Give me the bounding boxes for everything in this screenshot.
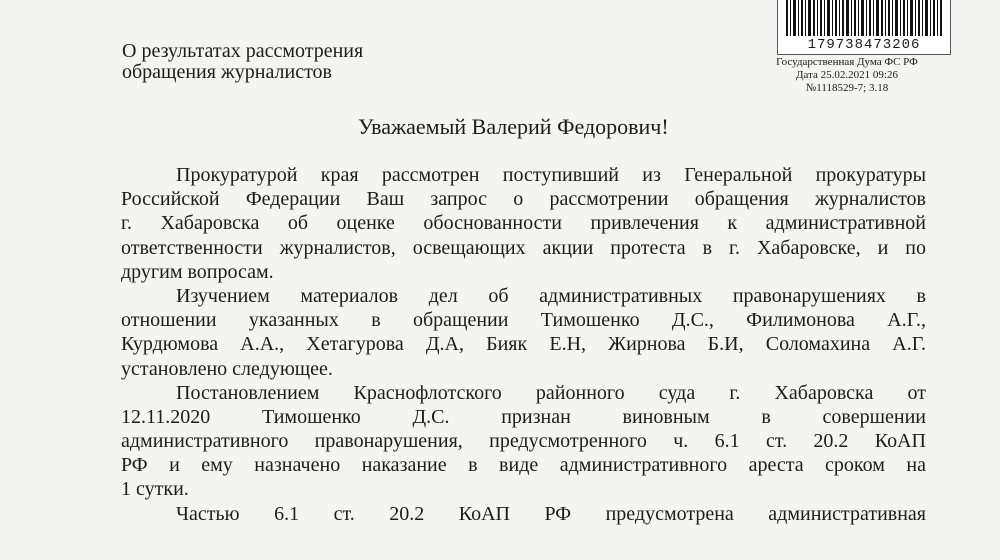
barcode-icon: [786, 0, 942, 36]
paragraph-1-line-3: г. Хабаровска об оценке обоснованности привлечения к административной: [121, 212, 926, 235]
letter-subject: [122, 41, 363, 83]
stamp-number: №1118529-7; 3.18: [805, 82, 889, 94]
stamp-date: Дата 25.02.2021 09:26: [796, 69, 898, 81]
paragraph-3-line-3: административного правонарушения, предусмотренного ч. 6.1 ст. 20.2 КоАП: [121, 430, 926, 453]
paragraph-3-line-5: 1 сутки.: [121, 478, 189, 501]
subject-line-1: О результатах рассмотрения: [122, 40, 364, 62]
paragraph-2-line-4: установлено следующее.: [121, 357, 333, 380]
paragraph-1-line-1: Прокуратурой края рассмотрен поступивший из Генеральной прокуратуры: [176, 164, 926, 186]
paragraph-2-line-2: отношении указанных в обращении Тимошенко Д.С., Филимонова А.Г.,: [121, 309, 926, 332]
paragraph-2-line-3: Курдюмова А.А., Хетагурова Д.А, Бияк Е.Н, Жирнова Б.И, Соломахина А.Г.: [121, 333, 926, 356]
letter-body: [121, 163, 926, 526]
paragraph-1-line-2: Российской Федерации Ваш запрос о рассмотрении обращения журналистов: [121, 188, 926, 211]
registration-stamp: [744, 0, 950, 104]
greeting: Уважаемый Валерий Федорович!: [358, 114, 669, 139]
paragraph-3-line-1: Постановлением Краснофлотского районного суда г. Хабаровска от: [176, 381, 926, 404]
subject-line-2: обращения журналистов: [122, 61, 332, 83]
stamp-details: [744, 56, 950, 95]
paragraph-1-line-4: ответственности журналистов, освещающих акции протеста в г. Хабаровске, и по: [121, 236, 926, 259]
stamp-organization: Государственная Дума ФС РФ: [776, 56, 918, 68]
paragraph-1-line-5: другим вопросам.: [121, 260, 274, 283]
barcode-number: 179738473206: [807, 37, 921, 53]
paragraph-3-line-2: 12.11.2020 Тимошенко Д.С. признан виновным в совершении: [121, 405, 926, 428]
paragraph-3-line-4: РФ и ему назначено наказание в виде административного ареста сроком на: [121, 454, 926, 477]
paragraph-2-line-1: Изучением материалов дел об административных правонарушениях в: [176, 284, 926, 307]
barcode-label: [777, 0, 951, 55]
paragraph-4-line-1: Частью 6.1 ст. 20.2 КоАП РФ предусмотрена административная: [176, 502, 926, 525]
